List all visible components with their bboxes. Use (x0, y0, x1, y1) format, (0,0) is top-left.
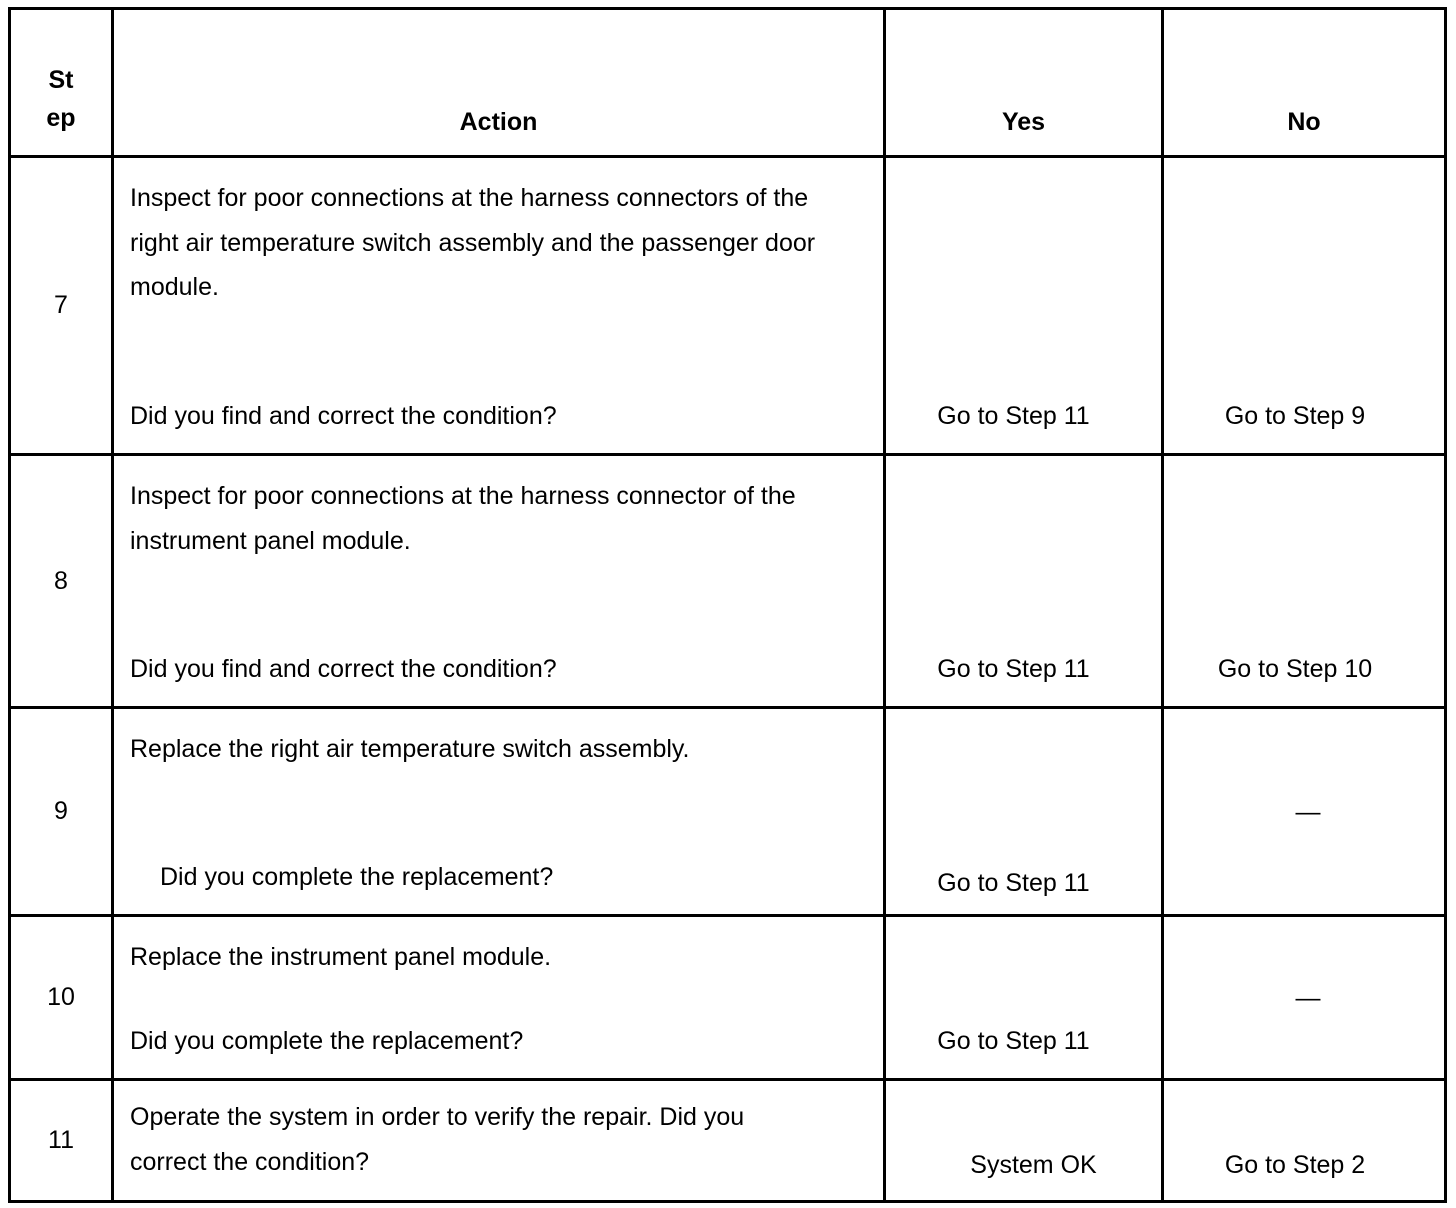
step-number: 8 (10, 455, 113, 708)
no-cell (1163, 708, 1446, 916)
no-result: Go to Step 9 (1224, 402, 1366, 430)
yes-result: Go to Step 11 (937, 402, 1090, 430)
header-no (1163, 9, 1446, 157)
header-yes (885, 9, 1163, 157)
header-no-label: No (1287, 108, 1321, 136)
yes-cell (885, 455, 1163, 708)
no-result-dash: — (1295, 983, 1321, 1012)
yes-result: Go to Step 11 (937, 655, 1090, 683)
yes-cell (885, 157, 1163, 455)
no-cell (1163, 1080, 1446, 1202)
question-text: Did you complete the replacement? (130, 1027, 524, 1055)
no-cell (1163, 157, 1446, 455)
table-row-step-10 (10, 916, 1446, 1080)
no-result: Go to Step 2 (1224, 1151, 1366, 1179)
diagnostic-procedure-table (8, 7, 1447, 1203)
action-cell (113, 708, 885, 916)
action-cell (113, 455, 885, 708)
step-number: 11 (10, 1080, 113, 1202)
step-number: 10 (10, 916, 113, 1080)
table-row-step-9 (10, 708, 1446, 916)
header-step-line1: St (48, 66, 74, 94)
action-text: Operate the system in order to verify the repair. Did you correct the condition? (130, 1103, 745, 1176)
question-text: Did you find and correct the condition? (130, 655, 557, 683)
header-action-label: Action (459, 108, 538, 136)
step-number: 7 (10, 157, 113, 455)
yes-cell (885, 708, 1163, 916)
no-result: Go to Step 10 (1217, 655, 1373, 683)
action-text: Inspect for poor connections at the harness connector of the instrument panel module. (130, 482, 796, 555)
header-step (10, 9, 113, 157)
step-number: 9 (10, 708, 113, 916)
yes-cell (885, 1080, 1163, 1202)
header-yes-label: Yes (1001, 108, 1046, 136)
header-action (113, 9, 885, 157)
yes-result: Go to Step 11 (937, 869, 1090, 897)
table-row-step-7 (10, 157, 1446, 455)
action-cell (113, 1080, 885, 1202)
no-result-dash: — (1295, 797, 1321, 826)
table-row-step-8 (10, 455, 1446, 708)
action-text: Inspect for poor connections at the harness connectors of the right air temperature switch assembly and the passenger door module. (130, 184, 816, 301)
action-text: Replace the right air temperature switch assembly. (130, 735, 690, 763)
question-text: Did you find and correct the condition? (130, 402, 557, 430)
yes-result: System OK (970, 1151, 1097, 1179)
header-step-line2: ep (46, 104, 76, 132)
header-row (10, 9, 1446, 157)
action-cell (113, 157, 885, 455)
action-cell (113, 916, 885, 1080)
yes-cell (885, 916, 1163, 1080)
action-text: Replace the instrument panel module. (130, 943, 552, 971)
no-cell (1163, 455, 1446, 708)
no-cell (1163, 916, 1446, 1080)
table-row-step-11 (10, 1080, 1446, 1202)
yes-result: Go to Step 11 (937, 1027, 1090, 1055)
question-text: Did you complete the replacement? (160, 863, 554, 891)
